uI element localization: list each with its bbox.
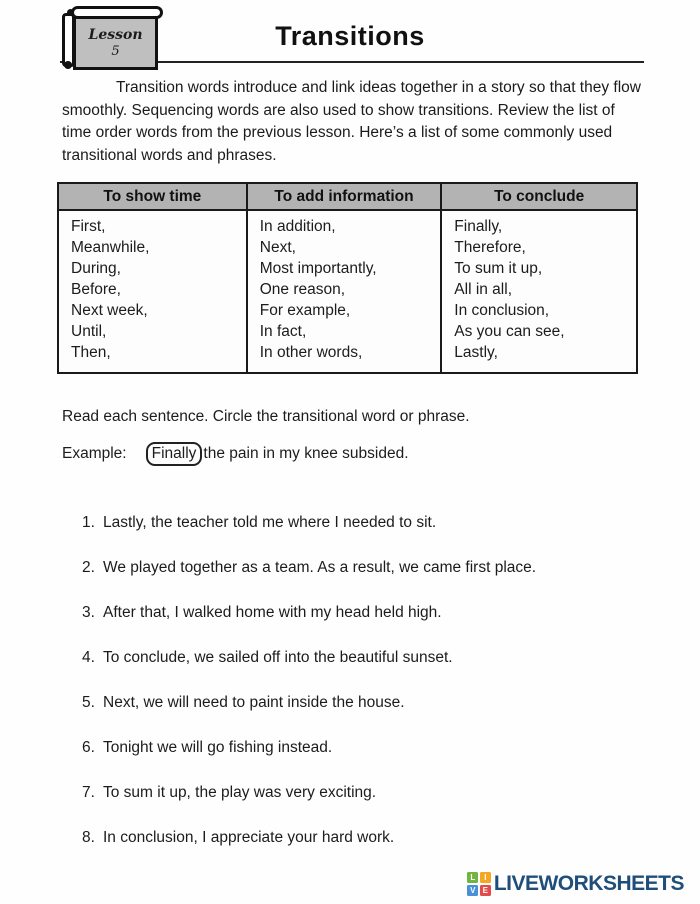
word-item: Lastly,: [454, 344, 498, 361]
sentence-text[interactable]: In conclusion, I appreciate your hard work.: [103, 829, 395, 846]
sentence-item-4: [82, 648, 700, 667]
logo-square-v: V: [467, 885, 478, 896]
sentence-number: 8.: [82, 829, 95, 846]
word-item: Before,: [71, 281, 121, 298]
word-item: Then,: [71, 344, 111, 361]
logo-square-i: I: [480, 872, 491, 883]
word-item: In conclusion,: [454, 302, 550, 319]
page-title: Transitions: [275, 21, 425, 51]
table-cell-show-time: [58, 210, 247, 373]
word-item: In other words,: [259, 344, 363, 361]
sentence-text[interactable]: After that, I walked home with my head held high.: [103, 604, 442, 621]
scroll-dot-bottom: [64, 61, 72, 69]
sentence-number: 5.: [82, 694, 95, 711]
table-body-row: [58, 210, 637, 373]
example-label: Example:: [62, 445, 127, 462]
table-header-row: [58, 183, 637, 210]
sentence-item-8: [82, 828, 700, 847]
word-item: Next,: [259, 239, 296, 256]
sentence-list: [82, 513, 700, 847]
word-item: One reason,: [259, 281, 346, 298]
table-header-add-information: To add information: [247, 183, 442, 210]
word-item: Next week,: [71, 302, 148, 319]
sentence-text[interactable]: Next, we will need to paint inside the house.: [103, 694, 405, 711]
liveworksheets-logo[interactable]: [467, 872, 684, 896]
word-item: First,: [71, 218, 106, 235]
table-header-show-time: To show time: [58, 183, 247, 210]
sentence-item-6: [82, 738, 700, 757]
word-item: Meanwhile,: [71, 239, 150, 256]
word-item: In addition,: [259, 218, 336, 235]
sentence-number: 2.: [82, 559, 95, 576]
lesson-scroll-icon: [62, 6, 168, 72]
transition-words-table: [57, 182, 638, 374]
sentence-item-5: [82, 693, 700, 712]
sentence-text[interactable]: To sum it up, the play was very exciting.: [103, 784, 377, 801]
example-circled-word: Finally: [146, 442, 203, 466]
logo-square-l: L: [467, 872, 478, 883]
sentence-item-3: [82, 603, 700, 622]
logo-square-e: E: [480, 885, 491, 896]
table-cell-add-information: [247, 210, 442, 373]
example-row: [62, 442, 700, 466]
table-header-conclude: To conclude: [441, 183, 637, 210]
sentence-item-1: [82, 513, 700, 532]
sentence-text[interactable]: Lastly, the teacher told me where I needed to sit.: [103, 514, 437, 531]
brand-wordmark: LIVEWORKSHEETS: [493, 872, 684, 895]
lesson-badge-label: Lesson: [88, 27, 143, 43]
word-item: Most importantly,: [259, 260, 377, 277]
sentence-item-2: [82, 558, 700, 577]
sentence-number: 3.: [82, 604, 95, 621]
word-item: All in all,: [454, 281, 512, 298]
sentence-number: 1.: [82, 514, 95, 531]
word-item: In fact,: [259, 323, 307, 340]
word-item: Until,: [71, 323, 107, 340]
sentence-text[interactable]: We played together as a team. As a result, we came first place.: [103, 559, 537, 576]
lesson-badge-number: 5: [111, 44, 120, 59]
word-item: To sum it up,: [454, 260, 543, 277]
sentence-number: 6.: [82, 739, 95, 756]
example-sentence-rest: the pain in my knee subsided.: [203, 445, 409, 462]
word-item: Finally,: [454, 218, 503, 235]
header: [0, 0, 700, 70]
word-item: For example,: [259, 302, 351, 319]
lesson-badge-body: [73, 16, 158, 70]
sentence-number: 7.: [82, 784, 95, 801]
word-item: Therefore,: [454, 239, 526, 256]
table-cell-conclude: [441, 210, 637, 373]
word-item: During,: [71, 260, 121, 277]
sentence-text[interactable]: To conclude, we sailed off into the beautiful sunset.: [103, 649, 453, 666]
exercise-instructions: Read each sentence. Circle the transitional word or phrase.: [62, 408, 470, 425]
liveworksheets-logo-icon: [467, 872, 491, 896]
intro-paragraph: Transition words introduce and link ideas together in a story so that they flow smoothly. Sequencing words are also used to show transitions. Review the list of time order words from the previous lesson. Here’s a list of some commonly used transitional words and phrases.: [62, 79, 641, 164]
word-item: As you can see,: [454, 323, 565, 340]
sentence-number: 4.: [82, 649, 95, 666]
scroll-dot-top: [67, 9, 74, 16]
sentence-text[interactable]: Tonight we will go fishing instead.: [103, 739, 333, 756]
sentence-item-7: [82, 783, 700, 802]
